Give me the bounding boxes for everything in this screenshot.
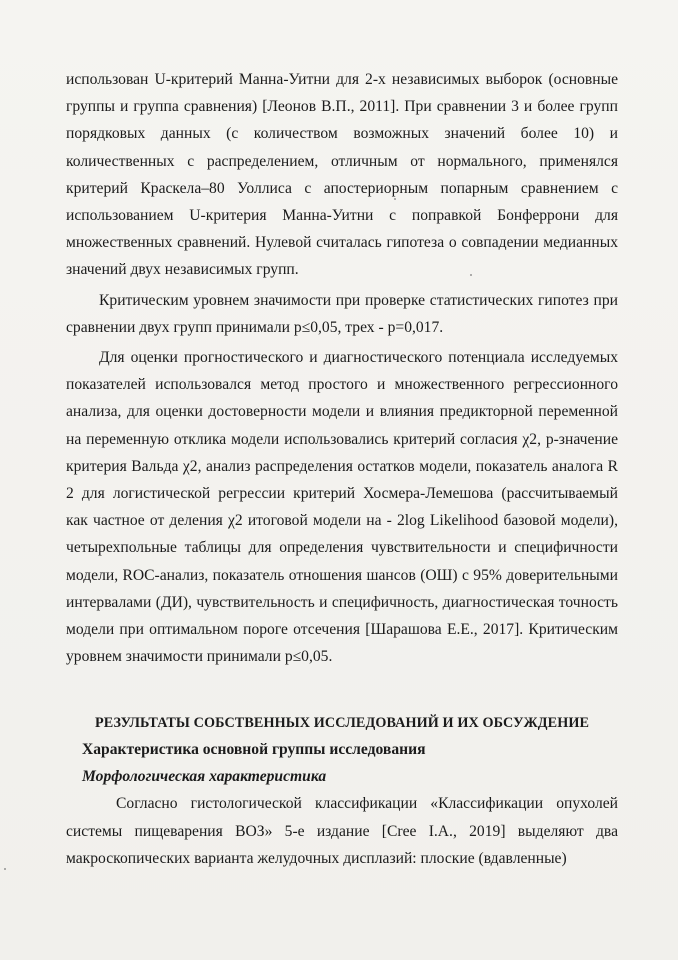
subsection-heading: Характеристика основной группы исследования: [82, 741, 426, 759]
section-heading: РЕЗУЛЬТАТЫ СОБСТВЕННЫХ ИССЛЕДОВАНИЙ И ИХ ОБСУЖДЕНИЕ: [94, 715, 590, 732]
paragraph-methods-continuation: использован U-критерий Манна-Уитни для 2-х независимых выборок (основные группы и группа сравнения) [Леонов В.П., 2011]. При сравнении 3 и более групп порядковых данных (с количеством возможных значений более 10) и количественных с распределением, отличным от нормального, применялся критерий Краскела–80 Уоллиса с апостериорным попарным сравнением с использованием U-критерия Манна-Уитни с поправкой Бонферрони для множественных сравнений. Нулевой считалась гипотеза о совпадении медианных значений двух независимых групп.: [66, 71, 618, 279]
scan-speck: [4, 868, 6, 870]
paragraph-significance-level: Критическим уровнем значимости при проверке статистических гипотез при сравнении двух групп принимали p≤0,05, трех - p=0,017.: [66, 291, 618, 336]
paragraph-classification: Согласно гистологической классификации «Классификации опухолей системы пищеварения ВОЗ» 5-е издание [Cree I.A., 2019] выделяют два макроскопических варианта желудочных дисплазий: плоские (вдавленные): [66, 795, 618, 867]
italic-subheading: Морфологическая характеристика: [82, 768, 327, 786]
scan-speck: [394, 198, 396, 200]
scan-speck: [470, 274, 472, 276]
paragraph-regression-analysis: Для оценки прогностического и диагностического потенциала исследуемых показателей использовался метод простого и множественного регрессионного анализа, для оценки достоверности модели и влияния предикторной переменной на переменную отклика модели использовались критерий согласия χ2, р-значение критерия Вальда χ2, анализ распределения остатков модели, показатель аналога R 2 для логистической регрессии критерий Хосмера-Лемешова (рассчитываемый как частное от деления χ2 итоговой модели на - 2log Likelihood базовой модели), четырехпольные таблицы для определения чувствительности и специфичности модели, ROC-анализ, показатель отношения шансов (ОШ) с 95% доверительными интервалами (ДИ), чувствительность и специфичность, диагностическая точность модели при оптимальном пороге отсечения [Шарашова Е.Е., 2017]. Критическим уровнем значимости принимали p≤0,05.: [66, 349, 618, 666]
